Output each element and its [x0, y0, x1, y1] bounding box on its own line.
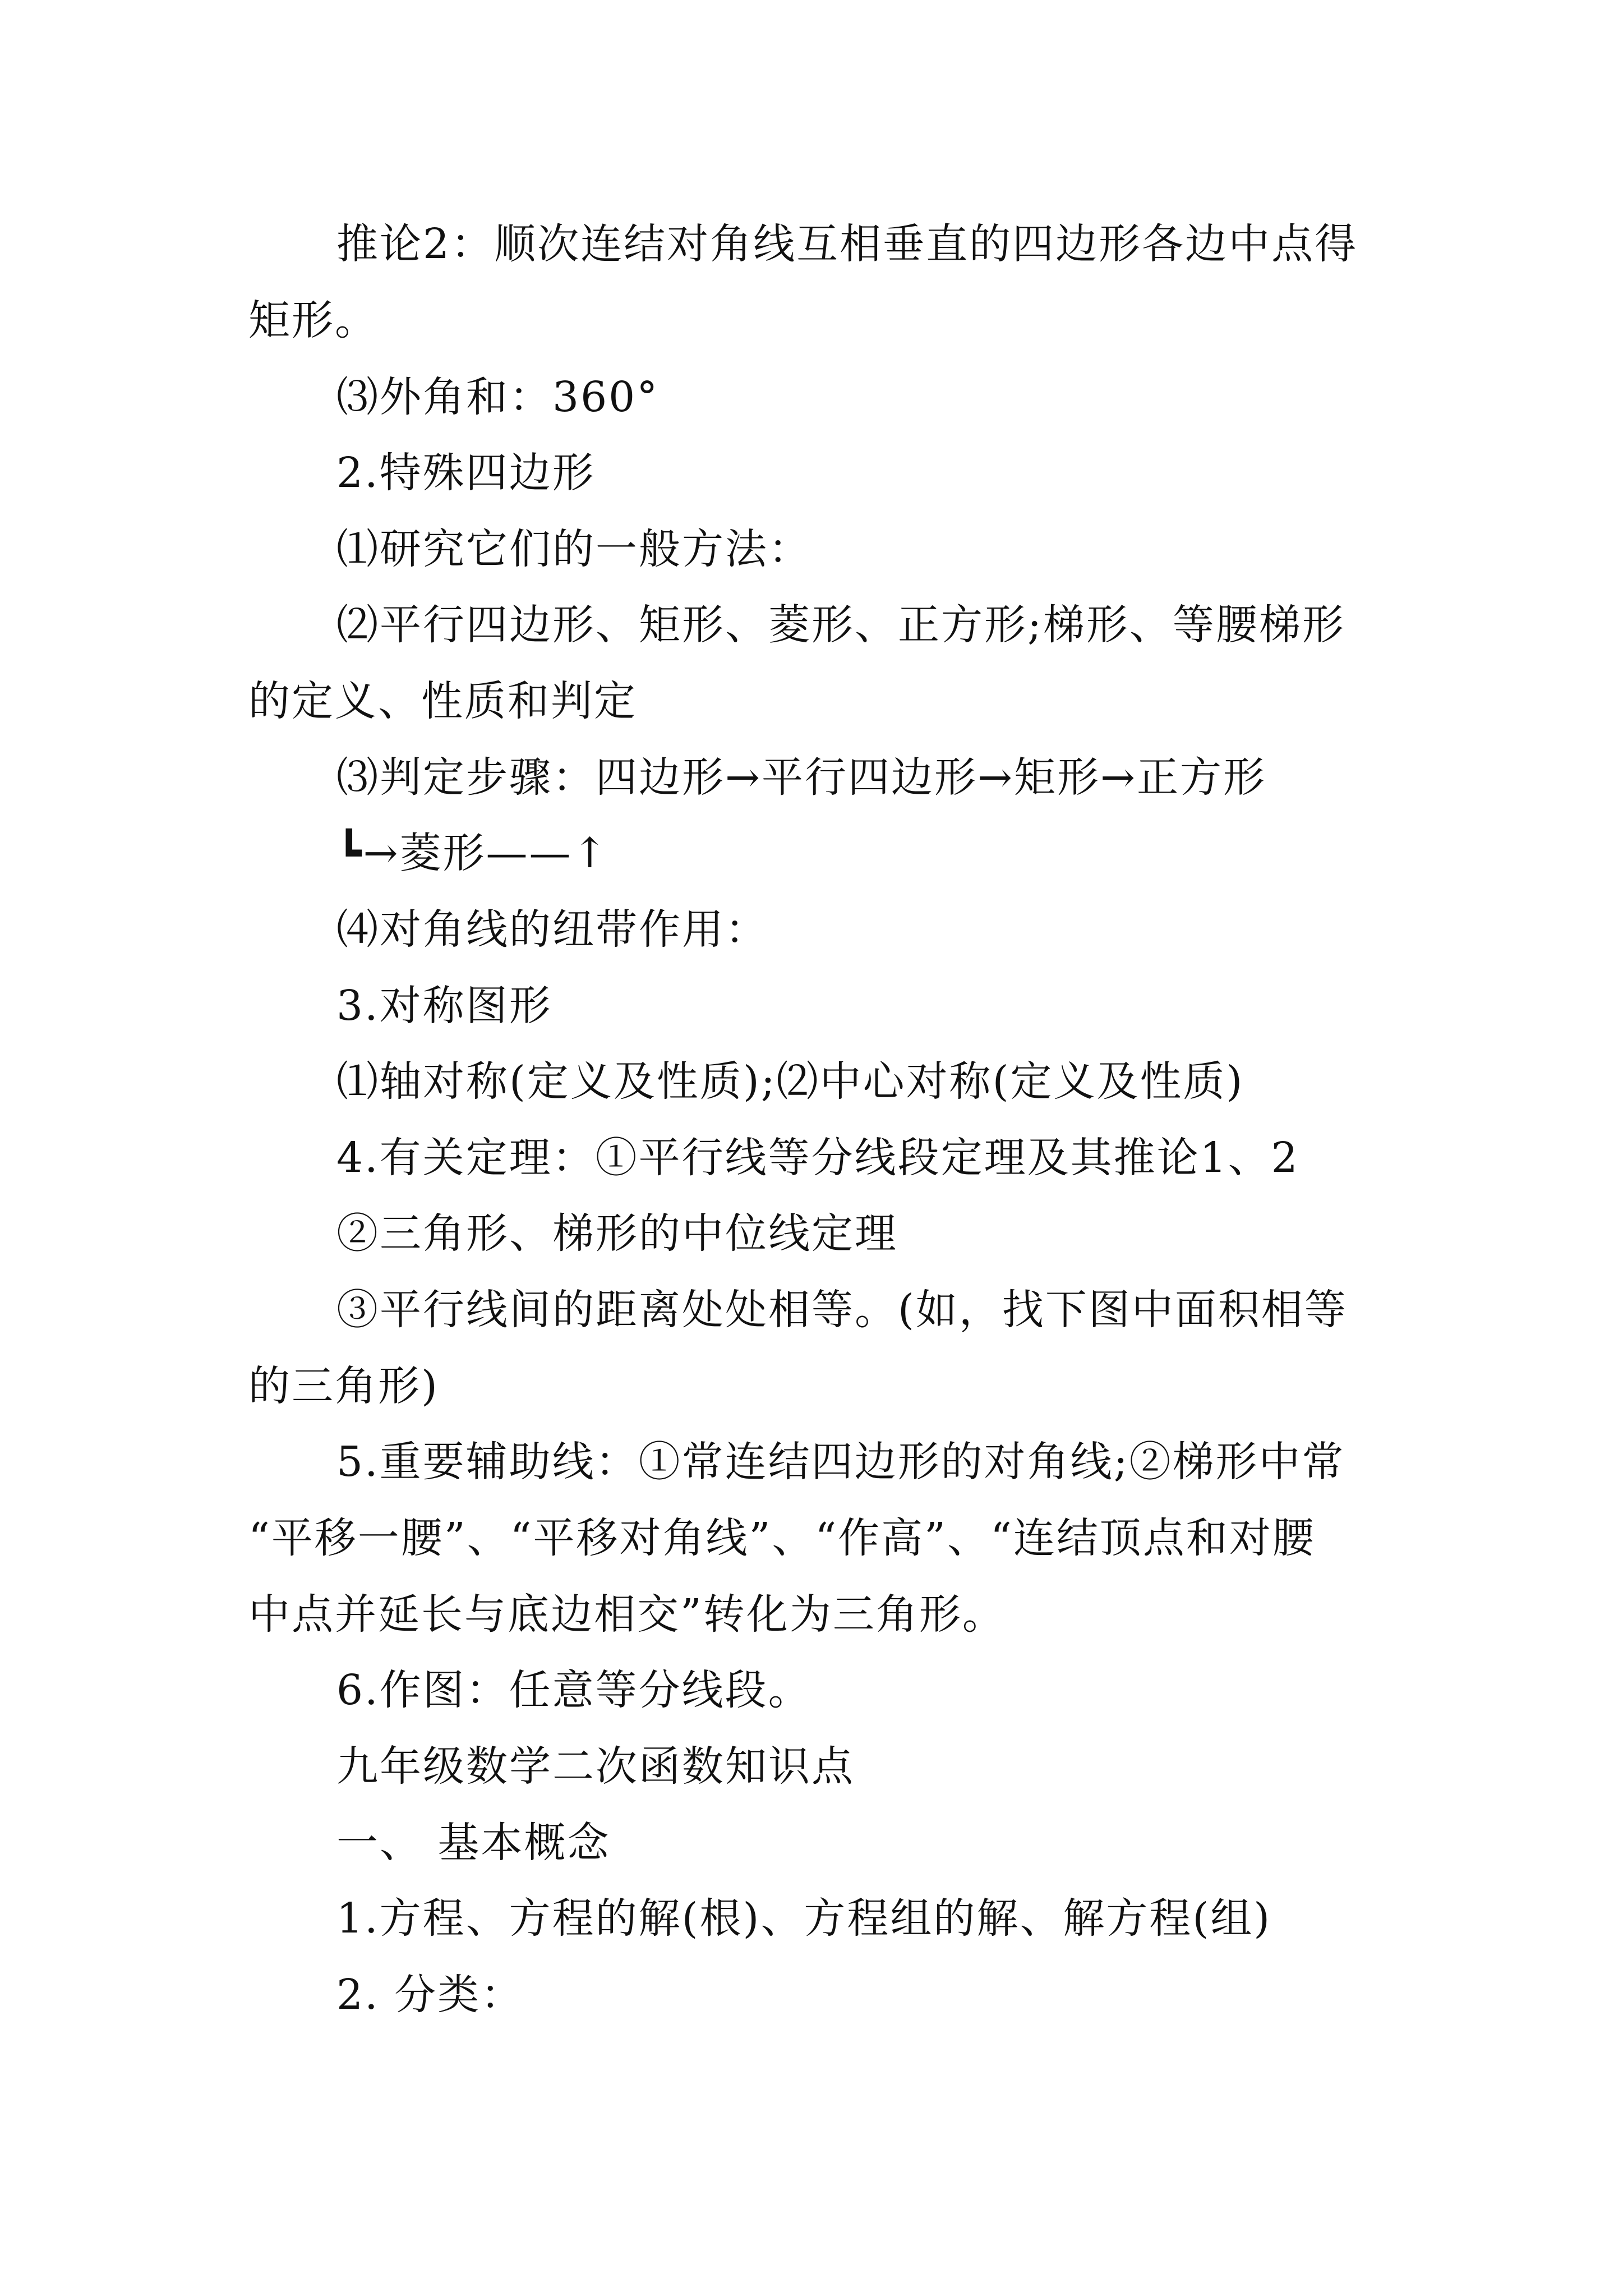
text-line-2: 矩形。	[248, 296, 378, 344]
text-line-1: 推论2：顺次连结对角线互相垂直的四边形各边中点得	[336, 220, 1358, 268]
text-line-21: 九年级数学二次函数知识点	[336, 1742, 855, 1791]
text-line-23: 1.方程、方程的解(根)、方程组的解、解方程(组)	[336, 1894, 1272, 1943]
text-line-18: “平移一腰”、“平移对角线”、“作高”、“连结顶点和对腰	[248, 1514, 1316, 1562]
text-line-5: ⑴研究它们的一般方法：	[336, 525, 811, 573]
text-line-13: 4.有关定理：①平行线等分线段定理及其推论1、2	[336, 1134, 1299, 1182]
text-line-16: 的三角形)	[248, 1362, 439, 1410]
text-line-6: ⑵平行四边形、矩形、菱形、正方形;梯形、等腰梯形	[336, 601, 1345, 649]
text-line-19: 中点并延长与底边相交”转化为三角形。	[248, 1590, 1006, 1639]
text-line-10: ⑷对角线的纽带作用：	[336, 905, 768, 954]
text-line-12: ⑴轴对称(定义及性质);⑵中心对称(定义及性质)	[336, 1057, 1244, 1106]
text-line-11: 3.对称图形	[336, 982, 552, 1030]
text-line-22: 一、 基本概念	[336, 1819, 611, 1867]
text-line-17: 5.重要辅助线：①常连结四边形的对角线;②梯形中常	[336, 1438, 1345, 1486]
text-line-4: 2.特殊四边形	[336, 449, 596, 497]
text-line-3: ⑶外角和：360°	[336, 373, 660, 421]
text-line-9: ┗→菱形——↑	[336, 829, 609, 877]
text-line-8: ⑶判定步骤：四边形→平行四边形→矩形→正方形	[336, 753, 1267, 802]
text-line-20: 6.作图：任意等分线段。	[336, 1666, 811, 1714]
text-line-7: 的定义、性质和判定	[248, 677, 637, 725]
text-line-24: 2. 分类：	[336, 1971, 524, 2019]
text-line-14: ②三角形、梯形的中位线定理	[336, 1209, 898, 1258]
text-line-15: ③平行线间的距离处处相等。(如，找下图中面积相等	[336, 1286, 1348, 1334]
